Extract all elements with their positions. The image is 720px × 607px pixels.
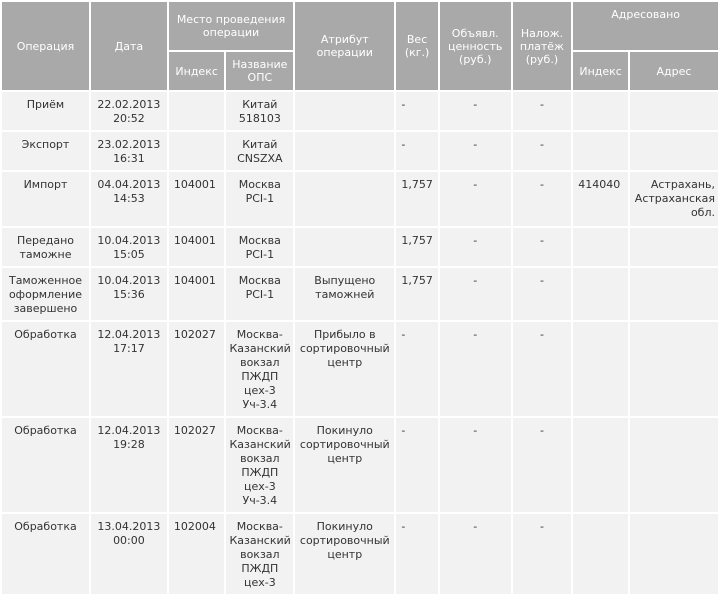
table-row bbox=[2, 418, 718, 512]
cell-cod-text: - bbox=[539, 424, 544, 437]
cell-operation bbox=[2, 172, 89, 226]
cell-cod-text: - bbox=[539, 274, 544, 287]
cell-operation-text: Экспорт bbox=[21, 138, 70, 151]
cell-operation-text: Передано таможне bbox=[16, 234, 75, 261]
cell-operation bbox=[2, 132, 89, 170]
cell-weight bbox=[396, 514, 437, 594]
cell-date bbox=[91, 172, 167, 226]
cell-date-text: 10.04.2013 15:05 bbox=[97, 234, 161, 261]
cell-operation-text: Приём bbox=[26, 98, 65, 111]
header-operation: Операция bbox=[2, 2, 89, 90]
cell-address bbox=[630, 418, 718, 512]
cell-date-text: 04.04.2013 14:53 bbox=[97, 178, 161, 205]
cell-date bbox=[91, 228, 167, 266]
cell-declared-value bbox=[440, 322, 511, 416]
cell-cod bbox=[513, 172, 572, 226]
cell-cod-text: - bbox=[539, 178, 544, 191]
cell-cod-text: - bbox=[539, 98, 544, 111]
cell-declared-value-text: - bbox=[473, 274, 478, 287]
cell-cod-text: - bbox=[539, 328, 544, 341]
cell-place-index-text: 104001 bbox=[173, 178, 216, 191]
cell-place-index-text: 104001 bbox=[173, 234, 216, 247]
cell-weight bbox=[396, 172, 437, 226]
cell-date bbox=[91, 514, 167, 594]
cell-address bbox=[630, 228, 718, 266]
cell-declared-value-text: - bbox=[473, 234, 478, 247]
cell-place-name bbox=[226, 514, 293, 594]
cell-operation bbox=[2, 418, 89, 512]
cell-place-index-text: 102027 bbox=[173, 328, 216, 341]
cell-weight-text: 1,757 bbox=[401, 178, 433, 191]
cell-cod bbox=[513, 132, 572, 170]
cell-place-index bbox=[169, 92, 225, 130]
header-attribute: Атрибут операции bbox=[295, 2, 394, 90]
cell-attribute bbox=[295, 418, 394, 512]
cell-operation-text: Импорт bbox=[23, 178, 68, 191]
cell-operation bbox=[2, 228, 89, 266]
cell-date bbox=[91, 322, 167, 416]
header-addr-index: Индекс bbox=[573, 52, 628, 90]
cell-operation-text: Обработка bbox=[14, 520, 77, 533]
cell-place-name bbox=[226, 132, 293, 170]
cell-date bbox=[91, 92, 167, 130]
cell-operation bbox=[2, 322, 89, 416]
cell-place-name-text: Китай 518103 bbox=[238, 98, 281, 125]
cell-place-name-text: Москва- Казанский вокзал ПЖДП цех-3 Уч-3.4 bbox=[229, 328, 291, 411]
header-declared-value: Объявл. ценность (руб.) bbox=[440, 2, 511, 90]
cell-addr-index bbox=[573, 514, 628, 594]
cell-cod bbox=[513, 322, 572, 416]
cell-place-name bbox=[226, 268, 293, 320]
cell-cod bbox=[513, 268, 572, 320]
cell-place-name bbox=[226, 322, 293, 416]
cell-weight bbox=[396, 418, 437, 512]
cell-addr-index bbox=[573, 322, 628, 416]
header-addr-address: Адрес bbox=[630, 52, 718, 90]
cell-place-name-text: Москва PCI-1 bbox=[238, 274, 281, 301]
cell-place-name-text: Москва- Казанский вокзал ПЖДП цех-3 bbox=[229, 520, 291, 589]
cell-cod-text: - bbox=[539, 138, 544, 151]
cell-cod bbox=[513, 92, 572, 130]
cell-declared-value bbox=[440, 172, 511, 226]
cell-weight-text: 1,757 bbox=[401, 234, 433, 247]
table-row bbox=[2, 92, 718, 130]
cell-addr-index bbox=[573, 132, 628, 170]
cell-addr-index bbox=[573, 418, 628, 512]
cell-place-name-text: Москва PCI-1 bbox=[238, 178, 281, 205]
cell-address bbox=[630, 132, 718, 170]
cell-attribute-text: Прибыло в сортировочный центр bbox=[299, 328, 390, 369]
cell-place-index bbox=[169, 172, 225, 226]
cell-weight-text: - bbox=[401, 138, 406, 151]
cell-declared-value bbox=[440, 132, 511, 170]
cell-attribute bbox=[295, 228, 394, 266]
cell-weight bbox=[396, 92, 437, 130]
cell-date-text: 10.04.2013 15:36 bbox=[97, 274, 161, 301]
cell-declared-value bbox=[440, 92, 511, 130]
cell-attribute bbox=[295, 514, 394, 594]
cell-attribute bbox=[295, 322, 394, 416]
table-row bbox=[2, 268, 718, 320]
cell-cod bbox=[513, 228, 572, 266]
cell-weight bbox=[396, 228, 437, 266]
cell-place-index bbox=[169, 228, 225, 266]
cell-cod bbox=[513, 514, 572, 594]
cell-declared-value-text: - bbox=[473, 520, 478, 533]
table-row bbox=[2, 514, 718, 594]
cell-address bbox=[630, 322, 718, 416]
cell-weight bbox=[396, 322, 437, 416]
cell-operation bbox=[2, 92, 89, 130]
cell-address-text: Астрахань, Астраханская обл. bbox=[634, 178, 715, 219]
cell-cod bbox=[513, 418, 572, 512]
cell-date-text: 22.02.2013 20:52 bbox=[97, 98, 161, 125]
cell-place-index-text: 102027 bbox=[173, 424, 216, 437]
cell-place-name bbox=[226, 228, 293, 266]
cell-declared-value bbox=[440, 228, 511, 266]
cell-date-text: 23.02.2013 16:31 bbox=[97, 138, 161, 165]
cell-place-name-text: Москва PCI-1 bbox=[238, 234, 281, 261]
cell-address bbox=[630, 172, 718, 226]
cell-addr-index bbox=[573, 228, 628, 266]
cell-place-name bbox=[226, 172, 293, 226]
cell-address bbox=[630, 92, 718, 130]
cell-declared-value bbox=[440, 514, 511, 594]
cell-weight-text: 1,757 bbox=[401, 274, 433, 287]
cell-attribute-text: Покинуло сортировочный центр bbox=[299, 424, 390, 465]
header-cod: Налож. платёж (руб.) bbox=[513, 2, 572, 90]
cell-date bbox=[91, 418, 167, 512]
cell-date bbox=[91, 132, 167, 170]
table-row bbox=[2, 132, 718, 170]
cell-place-index bbox=[169, 418, 225, 512]
cell-cod-text: - bbox=[539, 234, 544, 247]
cell-addr-index bbox=[573, 172, 628, 226]
header-place: Место проведения операции bbox=[169, 2, 293, 50]
cell-declared-value-text: - bbox=[473, 424, 478, 437]
cell-place-index bbox=[169, 322, 225, 416]
cell-date-text: 13.04.2013 00:00 bbox=[97, 520, 161, 547]
table-row bbox=[2, 172, 718, 226]
cell-declared-value bbox=[440, 418, 511, 512]
cell-address bbox=[630, 268, 718, 320]
cell-declared-value-text: - bbox=[473, 328, 478, 341]
cell-cod-text: - bbox=[539, 520, 544, 533]
cell-date bbox=[91, 268, 167, 320]
cell-place-name bbox=[226, 92, 293, 130]
cell-attribute bbox=[295, 92, 394, 130]
header-date: Дата bbox=[91, 2, 167, 90]
cell-attribute-text: Выпущено таможней bbox=[314, 274, 376, 301]
header-place-name: Название ОПС bbox=[226, 52, 293, 90]
cell-declared-value-text: - bbox=[473, 98, 478, 111]
cell-operation-text: Обработка bbox=[14, 424, 77, 437]
cell-operation bbox=[2, 514, 89, 594]
cell-place-name bbox=[226, 418, 293, 512]
cell-weight-text: - bbox=[401, 328, 406, 341]
cell-weight bbox=[396, 132, 437, 170]
header-place-index: Индекс bbox=[169, 52, 225, 90]
cell-address bbox=[630, 514, 718, 594]
cell-weight bbox=[396, 268, 437, 320]
table-row bbox=[2, 322, 718, 416]
cell-operation bbox=[2, 268, 89, 320]
cell-weight-text: - bbox=[401, 98, 406, 111]
cell-operation-text: Обработка bbox=[14, 328, 77, 341]
cell-weight-text: - bbox=[401, 520, 406, 533]
cell-place-index-text: 104001 bbox=[173, 274, 216, 287]
cell-weight-text: - bbox=[401, 424, 406, 437]
cell-place-index bbox=[169, 268, 225, 320]
cell-attribute bbox=[295, 132, 394, 170]
cell-date-text: 12.04.2013 19:28 bbox=[97, 424, 161, 451]
cell-operation-text: Таможенное оформление завершено bbox=[8, 274, 83, 315]
cell-declared-value-text: - bbox=[473, 138, 478, 151]
cell-place-index bbox=[169, 132, 225, 170]
cell-place-index-text: 102004 bbox=[173, 520, 216, 533]
cell-attribute-text: Покинуло сортировочный центр bbox=[299, 520, 390, 561]
cell-addr-index bbox=[573, 92, 628, 130]
header-weight: Вес (кг.) bbox=[396, 2, 437, 90]
cell-place-index bbox=[169, 514, 225, 594]
cell-date-text: 12.04.2013 17:17 bbox=[97, 328, 161, 355]
cell-place-name-text: Москва- Казанский вокзал ПЖДП цех-3 Уч-3.4 bbox=[229, 424, 291, 507]
header-addressed: Адресовано bbox=[573, 2, 718, 50]
cell-attribute bbox=[295, 172, 394, 226]
cell-addr-index bbox=[573, 268, 628, 320]
cell-attribute bbox=[295, 268, 394, 320]
cell-place-name-text: Китай CNSZXA bbox=[237, 138, 283, 165]
table-row bbox=[2, 228, 718, 266]
cell-addr-index-text: 414040 bbox=[578, 178, 621, 191]
cell-declared-value-text: - bbox=[473, 178, 478, 191]
cell-declared-value bbox=[440, 268, 511, 320]
